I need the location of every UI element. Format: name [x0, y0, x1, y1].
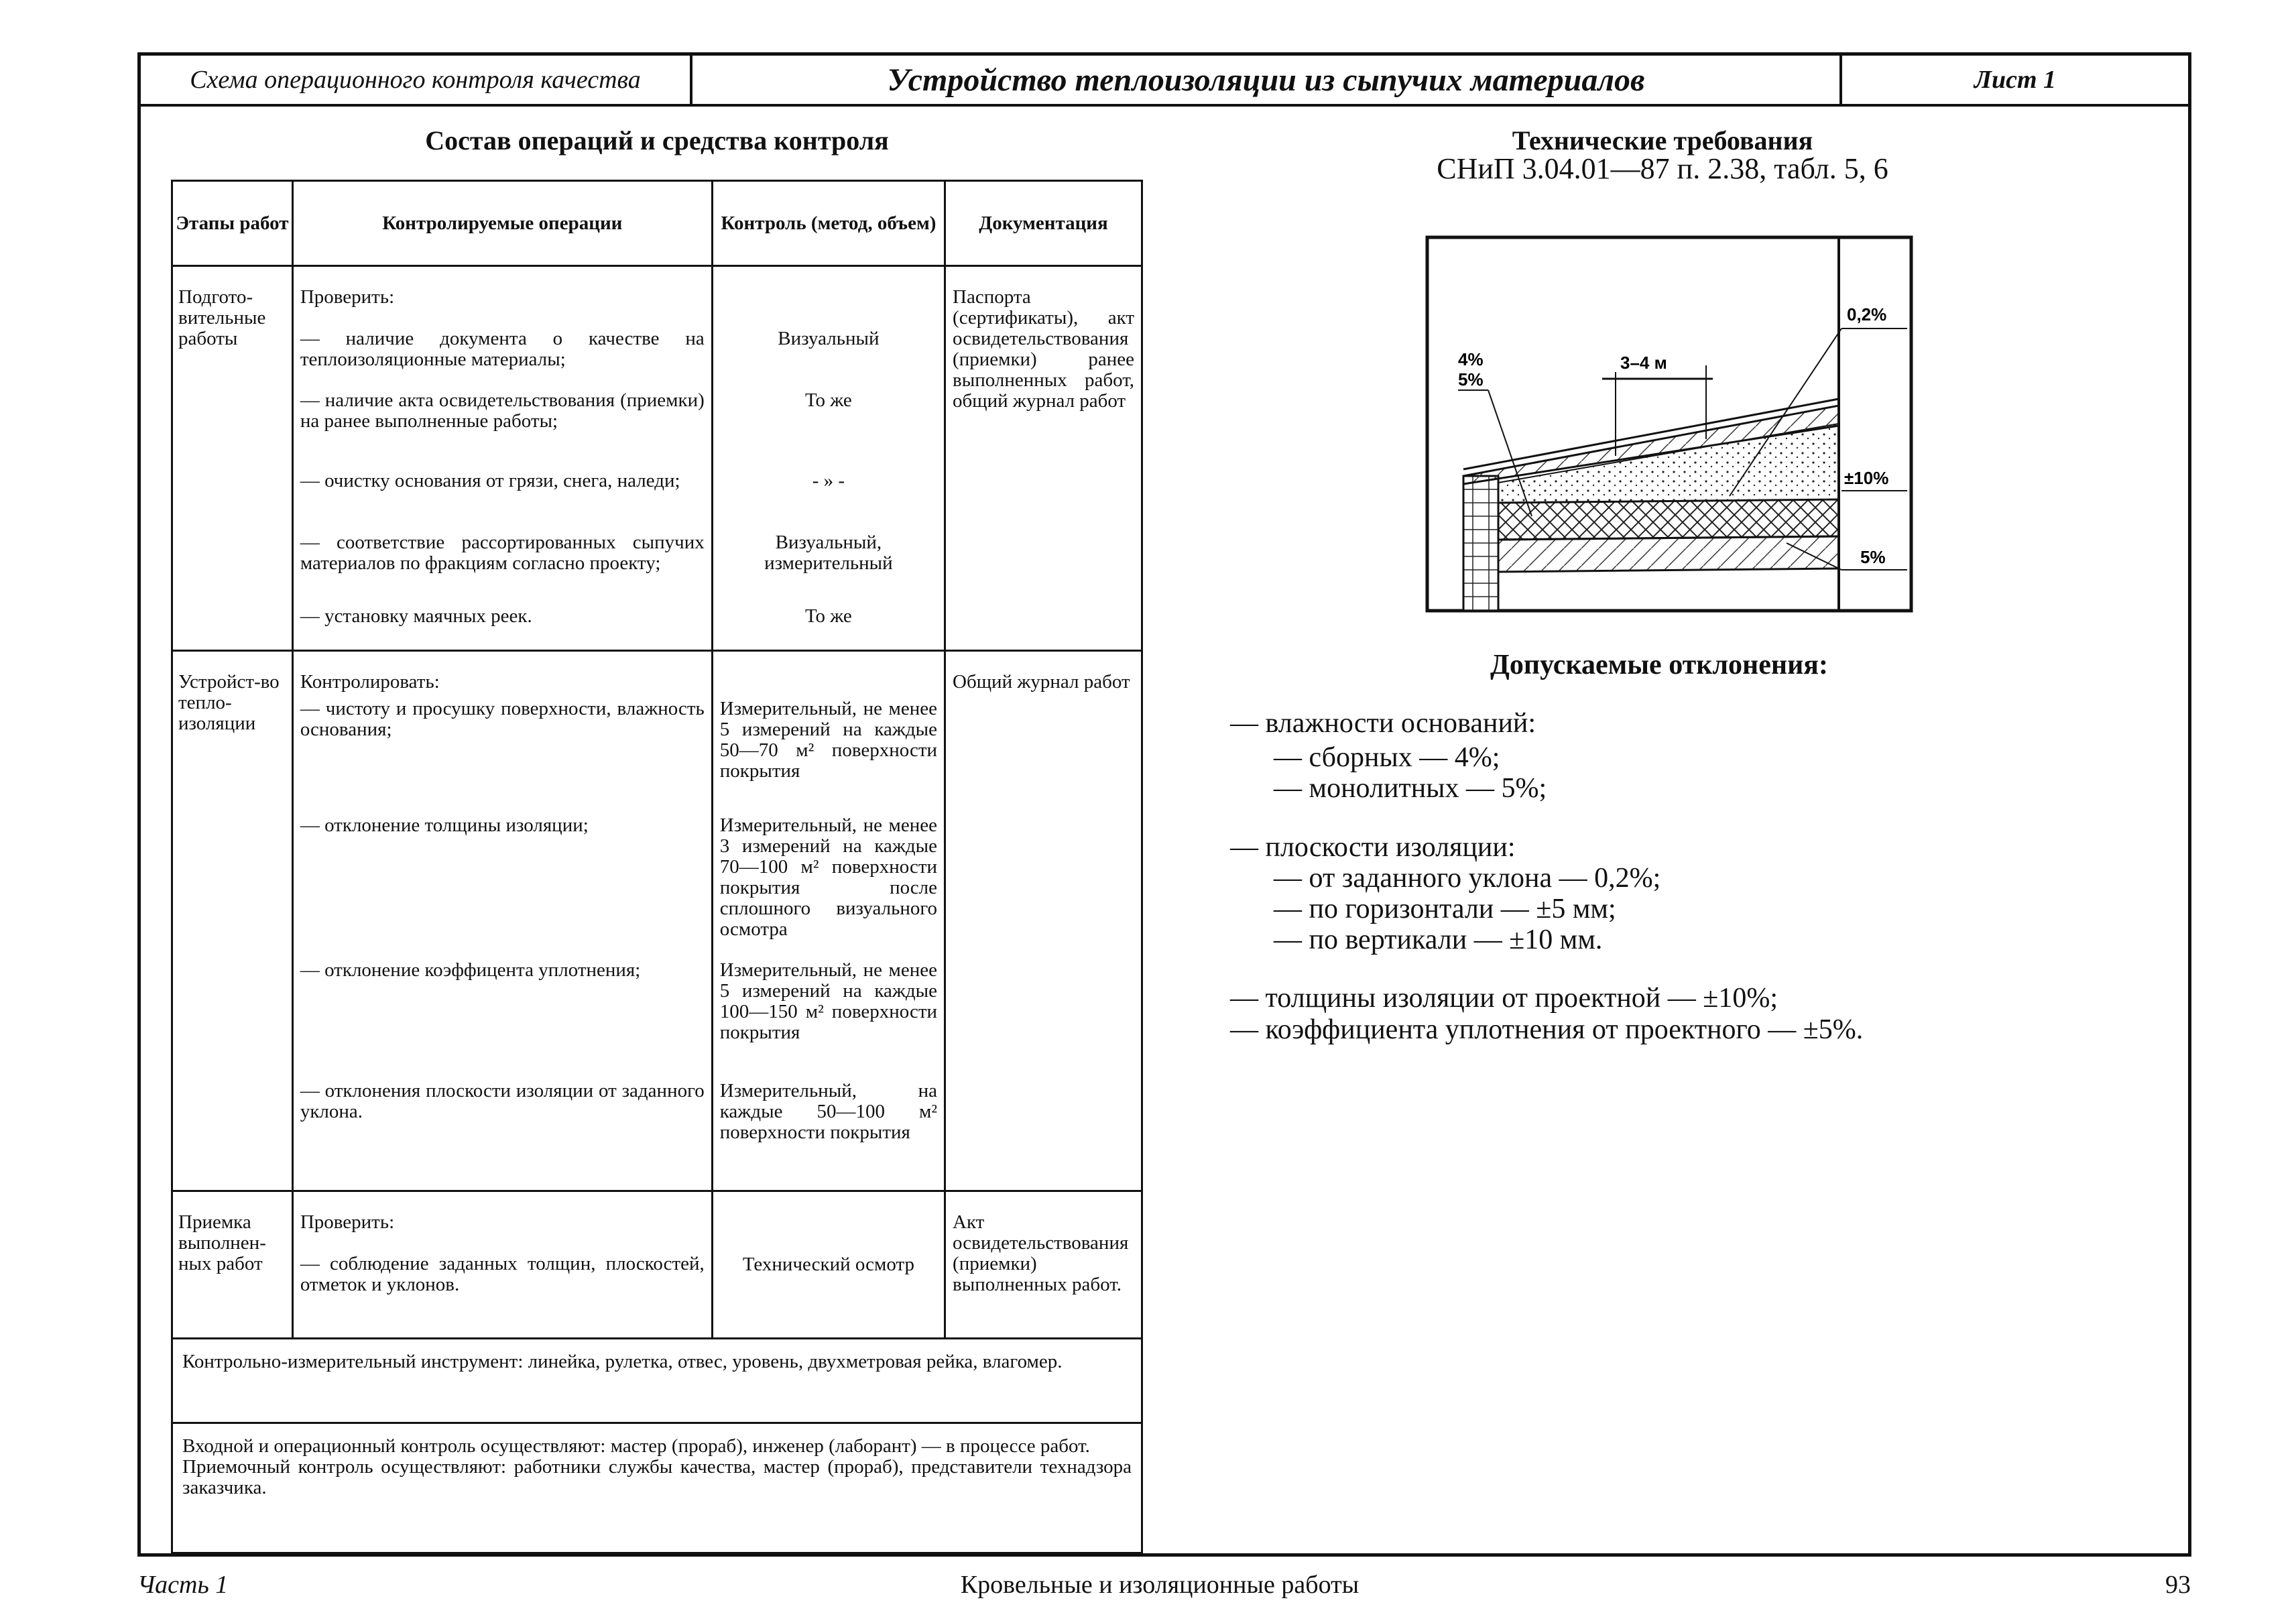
thickness-label: ±10%: [1844, 468, 1889, 488]
brick-wall: [1463, 476, 1498, 611]
op-item: — отклонение толщины изоляции;: [300, 815, 589, 836]
op-item: — соответствие рассортированных сыпучих материалов по фракциям согласно проекту;: [300, 532, 705, 574]
operations-title: Состав операций и средства контроля: [425, 125, 889, 156]
stage-name: Подгото-вительные работы: [178, 286, 266, 349]
table-header-row: [172, 181, 1142, 266]
bottom-label: 5%: [1860, 547, 1886, 567]
documentation: Общий журнал работ: [953, 671, 1130, 693]
sheet-number: Лист 1: [1974, 66, 2057, 94]
slope-label-5: 5%: [1458, 369, 1484, 389]
control-method: Измерительный, не менее 5 измерений на каждые 50—70 м² поверхности покрытия: [719, 698, 938, 782]
table-row: [172, 1423, 1142, 1553]
tech-title: Технические требования: [1512, 125, 1813, 156]
op-item: — установку маячных реек.: [300, 605, 532, 627]
instruments-note: Контрольно-измерительный инструмент: линейка, рулетка, отвес, уровень, двухметровая рейка, влагомер.: [182, 1351, 1063, 1372]
control-method: Измерительный, на каждые 50—100 м² поверхности покрытия: [719, 1080, 938, 1143]
deviation-line: — от заданного уклона — 0,2%;: [1274, 863, 1661, 894]
deviation-line: — толщины изоляции от проектной — ±10%;: [1230, 983, 1778, 1014]
control-note: Входной и операционный контроль осуществляют: мастер (прораб), инженер (лаборант) — в процессе работ.: [182, 1435, 1090, 1457]
control-note: Приемочный контроль осуществляют: работники службы качества, мастер (прораб), представители технадзора заказчика.: [182, 1456, 1132, 1498]
deviation-line: — сборных — 4%;: [1274, 742, 1500, 773]
compacted-insulation: [1498, 499, 1839, 540]
documentation: Акт освидетельствования (приемки) выполненных работ.: [953, 1211, 1129, 1295]
op-item: — наличие документа о качестве на теплоизоляционные материалы;: [300, 328, 705, 370]
slope-label-4: 4%: [1458, 349, 1484, 369]
deviation-line: — по вертикали — ±10 мм.: [1274, 924, 1603, 955]
control-method: Технический осмотр: [742, 1254, 914, 1275]
control-method: Визуальный, измерительный: [764, 532, 893, 574]
tech-reference: СНиП 3.04.01—87 п. 2.38, табл. 5, 6: [1437, 152, 1888, 185]
deviation-line: — влажности оснований:: [1230, 708, 1536, 739]
deviation-line: — плоскости изоляции:: [1230, 832, 1516, 863]
insulation-section-diagram: [1425, 235, 1914, 613]
footer-part: Часть 1: [137, 1571, 229, 1599]
deviation-line: — монолитных — 5%;: [1274, 773, 1547, 804]
control-method: Измерительный, не менее 3 измерений на каждые 70—100 м² поверхности покрытия после сплошного визуального осмотра: [719, 815, 938, 940]
op-lead: Проверить:: [300, 286, 395, 308]
stage-name: Устройст-во тепло-изоляции: [178, 671, 280, 734]
deviation-line: — коэффициента уплотнения от проектного — ±5%.: [1230, 1014, 1864, 1045]
op-lead: Контролировать:: [300, 671, 440, 693]
header-left: Схема операционного контроля качества: [141, 56, 692, 104]
op-item: — отклонение коэффицента уплотнения;: [300, 959, 641, 981]
footer-title: Кровельные и изоляционные работы: [960, 1571, 1360, 1599]
page-number: 93: [2165, 1571, 2191, 1599]
deviation-line: — по горизонтали — ±5 мм;: [1274, 894, 1616, 924]
op-lead: Проверить:: [300, 1211, 395, 1233]
op-item: — соблюдение заданных толщин, плоскостей, отметок и уклонов.: [300, 1253, 705, 1295]
op-item: — очистку основания от грязи, снега, наледи;: [300, 470, 680, 491]
header-bar: [141, 56, 2188, 107]
control-method: То же: [804, 389, 852, 411]
base-slab: [1498, 536, 1839, 572]
table-row: [172, 266, 1142, 651]
op-item: — отклонения плоскости изоляции от заданного уклона.: [300, 1080, 705, 1122]
col-header-control: Контроль (метод, объем): [712, 181, 945, 266]
control-method: Визуальный: [778, 328, 880, 349]
span-label: 3–4 м: [1620, 353, 1667, 373]
operations-table: [171, 180, 1143, 1554]
stage-name: Приемка выполнен-ных работ: [178, 1211, 266, 1274]
col-header-operations: Контролируемые операции: [292, 181, 712, 266]
col-header-stages: Этапы работ: [172, 181, 293, 266]
col-header-docs: Документация: [945, 181, 1142, 266]
op-item: — наличие акта освидетельствования (приемки) на ранее выполненные работы;: [300, 389, 705, 432]
header-title: Устройство теплоизоляции из сыпучих материалов: [692, 56, 1842, 104]
op-item: — чистоту и просушку поверхности, влажность основания;: [300, 698, 705, 740]
control-method: - » -: [812, 470, 845, 491]
control-method: Измерительный, не менее 5 измерений на каждые 100—150 м² поверхности покрытия: [719, 959, 938, 1043]
table-row: [172, 651, 1142, 1191]
deviations-title: Допускаемые отклонения:: [1490, 650, 1828, 680]
plane-label: 0,2%: [1847, 304, 1887, 324]
documentation: Паспорта (сертификаты), акт освидетельствования (приемки) ранее выполненных работ, общий журнал работ: [953, 286, 1134, 412]
control-method: То же: [804, 605, 852, 627]
table-row: [172, 1191, 1142, 1339]
table-row: [172, 1339, 1142, 1423]
